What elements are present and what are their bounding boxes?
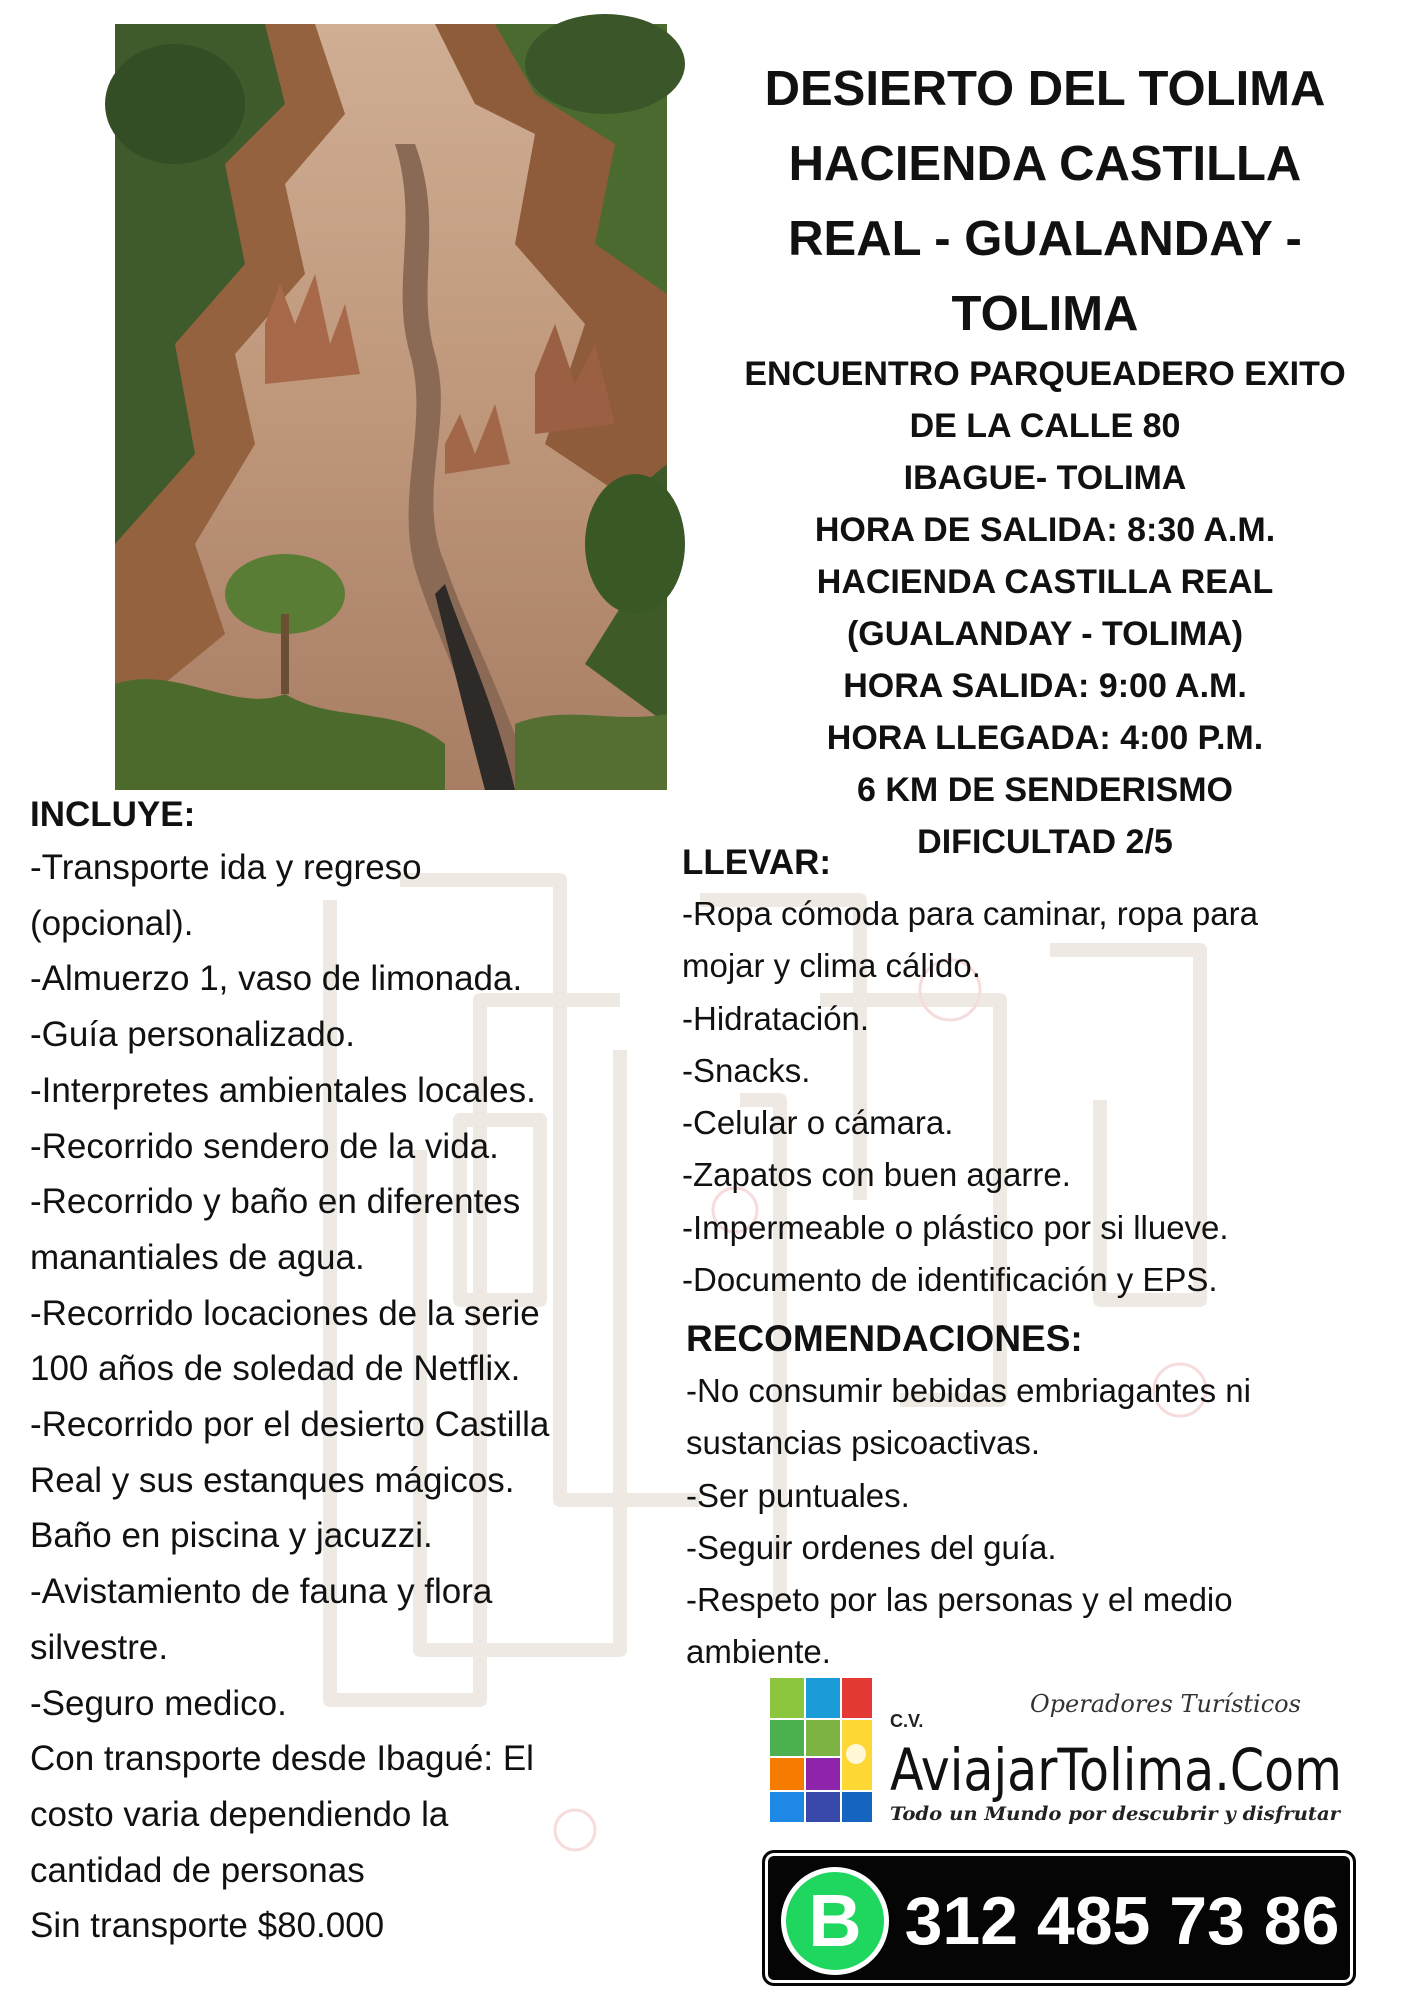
phone-contact-box[interactable]	[762, 1850, 1356, 1986]
logo-mosaic-icon	[770, 1678, 872, 1822]
list-item: Con transporte desde Ibagué: El	[30, 1739, 534, 1779]
list-item: cantidad de personas	[30, 1850, 365, 1890]
list-item: -Zapatos con buen agarre.	[682, 1156, 1071, 1194]
recomendaciones-heading: RECOMENDACIONES:	[686, 1318, 1083, 1359]
detail-line: ENCUENTRO PARQUEADERO EXITO	[744, 355, 1346, 393]
incluye-list	[30, 840, 650, 1954]
list-item: -Ropa cómoda para caminar, ropa para	[682, 895, 1258, 932]
list-item: (opcional).	[30, 903, 194, 943]
list-item: -Ser puntuales.	[686, 1476, 910, 1514]
logo-prefix: C.V.	[890, 1711, 924, 1731]
list-item: -Seguro medico.	[30, 1683, 287, 1723]
list-item: -Celular o cámara.	[682, 1104, 954, 1142]
detail-line: HORA SALIDA: 9:00 A.M.	[843, 667, 1247, 705]
llevar-list	[682, 888, 1382, 1306]
logo-name: AviajarTolima.Com	[890, 1736, 1342, 1804]
list-item: ambiente.	[686, 1633, 831, 1671]
detail-line: HACIENDA CASTILLA REAL	[816, 563, 1274, 601]
list-item: Real y sus estanques mágicos.	[30, 1460, 515, 1500]
list-item: -Respeto por las personas y el medio	[686, 1581, 1233, 1619]
desert-landscape-photo	[115, 24, 667, 790]
list-item: -Seguir ordenes del guía.	[686, 1528, 1057, 1566]
llevar-heading: LLEVAR:	[682, 843, 832, 882]
phone-number[interactable]: 312 485 73 86	[904, 1883, 1340, 1959]
page-title	[700, 52, 1390, 352]
list-item: Baño en piscina y jacuzzi.	[30, 1516, 433, 1556]
list-item: silvestre.	[30, 1627, 169, 1667]
incluye-section	[30, 790, 650, 1954]
detail-line: HORA LLEGADA: 4:00 P.M.	[826, 719, 1264, 757]
detail-line: 6 KM DE SENDERISMO	[857, 771, 1233, 809]
title-line: DESIERTO DEL TOLIMA	[764, 62, 1326, 116]
whatsapp-icon: B	[781, 1867, 889, 1975]
list-item: mojar y clima cálido.	[682, 947, 981, 985]
recomendaciones-list	[686, 1365, 1386, 1679]
title-line: TOLIMA	[951, 287, 1139, 341]
trip-details	[690, 348, 1400, 868]
list-item: manantiales de agua.	[30, 1237, 365, 1277]
detail-line: HORA DE SALIDA: 8:30 A.M.	[814, 511, 1276, 549]
list-item: -Interpretes ambientales locales.	[30, 1070, 536, 1110]
list-item: -Avistamiento de fauna y flora	[30, 1572, 493, 1612]
list-item: -Documento de identificación y EPS.	[682, 1261, 1218, 1299]
list-item: -No consumir bebidas embriagantes ni	[686, 1372, 1251, 1409]
detail-line: DIFICULTAD 2/5	[917, 823, 1173, 861]
list-item: -Recorrido y baño en diferentes	[30, 1182, 521, 1222]
list-item: -Almuerzo 1, vaso de limonada.	[30, 959, 523, 999]
list-item: -Guía personalizado.	[30, 1015, 355, 1055]
list-item: -Recorrido locaciones de la serie	[30, 1293, 540, 1333]
detail-line: IBAGUE- TOLIMA	[903, 459, 1187, 497]
list-item: -Recorrido por el desierto Castilla	[30, 1405, 550, 1445]
detail-line: (GUALANDAY - TOLIMA)	[846, 615, 1244, 653]
incluye-heading: INCLUYE:	[30, 795, 196, 834]
detail-line: DE LA CALLE 80	[909, 407, 1181, 445]
recomendaciones-section	[686, 1313, 1386, 1679]
list-item: -Transporte ida y regreso	[30, 848, 422, 887]
list-item: -Hidratación.	[682, 999, 870, 1037]
list-item: sustancias psicoactivas.	[686, 1424, 1040, 1462]
logo-slogan: Todo un Mundo por descubrir y disfrutar	[890, 1803, 1343, 1825]
aviajartolima-logo	[770, 1672, 1350, 1842]
llevar-section	[682, 838, 1382, 1306]
title-line: REAL - GUALANDAY -	[788, 212, 1302, 266]
title-line: HACIENDA CASTILLA	[788, 137, 1302, 191]
list-item: -Snacks.	[682, 1051, 811, 1089]
list-item: costo varia dependiendo la	[30, 1794, 449, 1834]
list-item: Sin transporte $80.000	[30, 1906, 385, 1946]
list-item: -Recorrido sendero de la vida.	[30, 1126, 499, 1166]
logo-subtitle: Operadores Turísticos	[1030, 1690, 1301, 1718]
list-item: -Impermeable o plástico por si llueve.	[682, 1208, 1229, 1246]
list-item: 100 años de soledad de Netflix.	[30, 1349, 521, 1389]
